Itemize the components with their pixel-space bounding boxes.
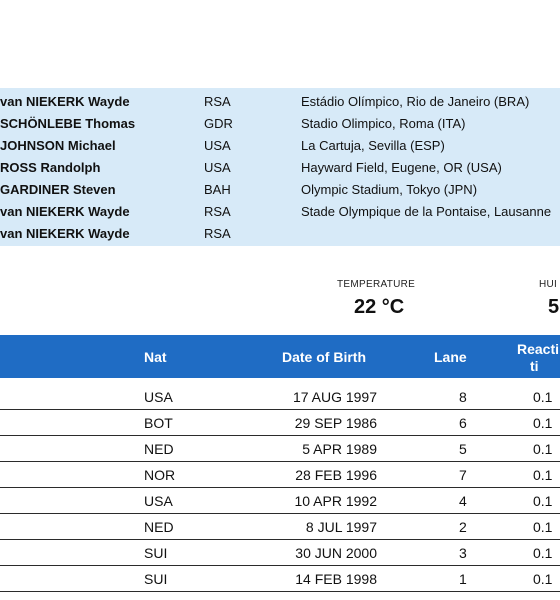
reaction-column-header-line2: ti bbox=[530, 358, 539, 374]
row-lane: 7 bbox=[459, 467, 467, 483]
row-lane: 6 bbox=[459, 415, 467, 431]
dob-column-header: Date of Birth bbox=[282, 349, 366, 365]
record-athlete: ROSS Randolph bbox=[0, 160, 101, 175]
record-nat: RSA bbox=[204, 204, 231, 219]
record-nat: GDR bbox=[204, 116, 233, 131]
row-reaction: 0.1 bbox=[533, 545, 553, 561]
record-athlete: SCHÖNLEBE Thomas bbox=[0, 116, 136, 131]
table-row bbox=[0, 540, 560, 566]
records-panel bbox=[0, 88, 560, 246]
row-reaction: 0.1 bbox=[533, 467, 553, 483]
temperature-value: 22 °C bbox=[354, 296, 405, 318]
row-lane: 3 bbox=[459, 545, 467, 561]
row-dob: 17 AUG 1997 bbox=[292, 389, 377, 405]
results-table-header bbox=[0, 335, 560, 378]
record-venue: Stadio Olimpico, Roma (ITA) bbox=[301, 116, 466, 131]
record-row bbox=[0, 179, 560, 201]
record-venue: Olympic Stadium, Tokyo (JPN) bbox=[301, 182, 478, 197]
table-row bbox=[0, 462, 560, 488]
record-row bbox=[0, 113, 560, 135]
row-nat: SUI bbox=[144, 545, 168, 561]
record-row bbox=[0, 135, 560, 157]
row-dob: 30 JUN 2000 bbox=[295, 545, 377, 561]
row-reaction: 0.1 bbox=[533, 493, 553, 509]
row-dob: 8 JUL 1997 bbox=[305, 519, 377, 535]
record-row bbox=[0, 157, 560, 179]
table-row bbox=[0, 566, 560, 592]
row-dob: 5 APR 1989 bbox=[302, 441, 377, 457]
row-lane: 5 bbox=[459, 441, 467, 457]
row-reaction: 0.1 bbox=[533, 519, 553, 535]
nat-column-header: Nat bbox=[144, 349, 167, 365]
table-row bbox=[0, 384, 560, 410]
row-nat: NED bbox=[144, 519, 174, 535]
record-athlete: JOHNSON Michael bbox=[0, 138, 116, 153]
record-venue: Estádio Olímpico, Rio de Janeiro (BRA) bbox=[301, 94, 530, 109]
record-venue: Stade Olympique de la Pontaise, Lausanne bbox=[301, 204, 552, 219]
row-lane: 8 bbox=[459, 389, 467, 405]
record-nat: RSA bbox=[204, 226, 231, 241]
table-row bbox=[0, 514, 560, 540]
row-nat: USA bbox=[144, 389, 173, 405]
row-dob: 14 FEB 1998 bbox=[295, 571, 377, 587]
record-nat: RSA bbox=[204, 94, 231, 109]
table-row bbox=[0, 488, 560, 514]
row-nat: NED bbox=[144, 441, 174, 457]
row-reaction: 0.1 bbox=[533, 441, 553, 457]
row-dob: 28 FEB 1996 bbox=[295, 467, 377, 483]
humidity-value: 5 bbox=[548, 296, 560, 318]
lane-column-header: Lane bbox=[434, 349, 467, 365]
row-lane: 2 bbox=[459, 519, 467, 535]
record-athlete: van NIEKERK Wayde bbox=[0, 226, 130, 241]
temperature-label: TEMPERATURE bbox=[337, 279, 416, 290]
record-athlete: van NIEKERK Wayde bbox=[0, 204, 130, 219]
row-reaction: 0.1 bbox=[533, 415, 553, 431]
row-dob: 29 SEP 1986 bbox=[294, 415, 377, 431]
table-row bbox=[0, 436, 560, 462]
record-venue: La Cartuja, Sevilla (ESP) bbox=[301, 138, 445, 153]
record-row bbox=[0, 201, 560, 223]
row-nat: NOR bbox=[144, 467, 176, 483]
record-venue: Hayward Field, Eugene, OR (USA) bbox=[301, 160, 502, 175]
humidity-label: HUI bbox=[539, 279, 558, 290]
row-lane: 4 bbox=[459, 493, 467, 509]
record-row bbox=[0, 223, 560, 245]
row-nat: SUI bbox=[144, 571, 168, 587]
record-nat: USA bbox=[204, 160, 231, 175]
record-nat: BAH bbox=[204, 182, 231, 197]
row-dob: 10 APR 1992 bbox=[294, 493, 377, 509]
record-athlete: van NIEKERK Wayde bbox=[0, 94, 130, 109]
table-row bbox=[0, 410, 560, 436]
reaction-column-header: Reacti bbox=[517, 341, 560, 357]
row-lane: 1 bbox=[459, 571, 467, 587]
row-nat: BOT bbox=[144, 415, 173, 431]
record-nat: USA bbox=[204, 138, 231, 153]
row-nat: USA bbox=[144, 493, 173, 509]
row-reaction: 0.1 bbox=[533, 571, 553, 587]
record-row bbox=[0, 91, 560, 113]
record-athlete: GARDINER Steven bbox=[0, 182, 116, 197]
row-reaction: 0.1 bbox=[533, 389, 553, 405]
